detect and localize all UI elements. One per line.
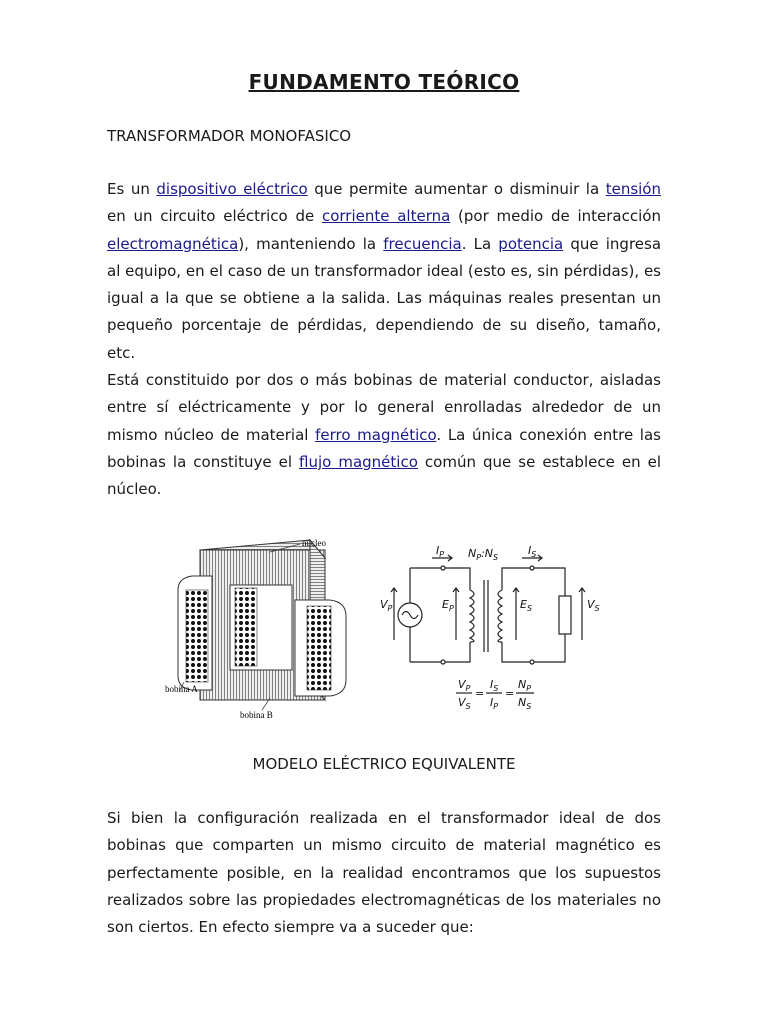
core-label: núcleo bbox=[302, 538, 326, 548]
eq-vp: $V_P$ bbox=[458, 678, 471, 693]
text-run: Está constituido por dos o más bobinas de material conductor, aisladas entre sí eléctricamente y por lo general enrolladas alrededor de un mismo núcleo de material bbox=[107, 371, 661, 444]
core-drawing bbox=[165, 538, 346, 720]
eq-ns: $N_S$ bbox=[518, 696, 532, 711]
secondary-terminal-bottom bbox=[530, 660, 534, 664]
eq-np: $N_P$ bbox=[518, 678, 532, 693]
link-dispositivo-electrico[interactable]: dispositivo eléctrico bbox=[156, 180, 308, 198]
eq-ip: $I_P$ bbox=[490, 696, 499, 711]
text-run: Es un bbox=[107, 180, 157, 198]
section-heading-model: MODELO ELÉCTRICO EQUIVALENTE bbox=[252, 755, 516, 773]
link-ferro-magnetico[interactable]: ferro magnético bbox=[315, 425, 437, 444]
eq-equals-1: = bbox=[475, 687, 485, 700]
ep-label: $E_P$ bbox=[442, 598, 454, 613]
text-run: ), manteniendo la bbox=[238, 234, 384, 253]
eq-is: $I_S$ bbox=[490, 678, 499, 693]
secondary-terminal-top bbox=[530, 566, 534, 570]
primary-top-wire bbox=[410, 568, 470, 590]
link-corriente-alterna[interactable]: corriente alterna bbox=[321, 207, 451, 226]
text-run: común que se establece en el núcleo. bbox=[107, 452, 661, 499]
coil-a-label: bobina A bbox=[165, 684, 198, 694]
coil-window-winding bbox=[235, 588, 257, 666]
text-run: en un circuito eléctrico de bbox=[107, 207, 322, 226]
primary-terminal-bottom bbox=[441, 660, 445, 664]
link-electromagnetica[interactable]: electromagnética bbox=[107, 234, 239, 253]
primary-terminal-top bbox=[441, 566, 445, 570]
model-paragraph-text: Si bien la configuración realizada en el transformador ideal de dos bobinas que comparten un mismo circuito de material magnético es perfectamente posible, en la realidad encontramos que los supuestos realizados sobre las propiedades electromagnéticas de los materiales no son ciertos. En efecto siempre va a suceder que: bbox=[107, 809, 661, 937]
turns-ratio-label: $N_P:N_S$ bbox=[468, 547, 499, 562]
page-title: FUNDAMENTO TEÓRICO bbox=[248, 70, 520, 94]
transformer-figure bbox=[160, 530, 600, 720]
intro-paragraph bbox=[107, 176, 661, 504]
text-run: (por medio de interacción bbox=[450, 207, 661, 226]
vs-label: $V_S$ bbox=[587, 598, 600, 613]
link-frecuencia[interactable]: frecuencia bbox=[383, 234, 462, 253]
is-label: $I_S$ bbox=[528, 544, 537, 559]
secondary-wire bbox=[502, 568, 565, 662]
vp-label: $V_P$ bbox=[380, 598, 393, 613]
load-resistor bbox=[559, 596, 571, 634]
link-tension[interactable]: tensión bbox=[605, 180, 661, 198]
primary-bottom-wire bbox=[410, 642, 470, 662]
eq-equals-2: = bbox=[505, 687, 515, 700]
text-run: que permite aumentar o disminuir la bbox=[307, 180, 606, 198]
text-run: que ingresa al equipo, en el caso de un transformador ideal (esto es, sin pérdidas), es igual a la que se obtiene a la salida. Las máquinas reales presentan un pequeño porcentaje de pérdidas, dependiendo de su diseño, tamaño, etc. bbox=[107, 234, 662, 362]
ip-label: $I_P$ bbox=[436, 544, 445, 559]
eq-vs: $V_S$ bbox=[458, 696, 471, 711]
text-run: . La bbox=[461, 234, 499, 253]
coil-b-label: bobina B bbox=[240, 710, 273, 720]
link-flujo-magnetico[interactable]: flujo magnético bbox=[299, 452, 418, 471]
link-potencia[interactable]: potencia bbox=[498, 234, 564, 253]
primary-coil bbox=[470, 590, 474, 642]
section-heading-transformer: TRANSFORMADOR MONOFASICO bbox=[107, 127, 352, 145]
es-label: $E_S$ bbox=[520, 598, 533, 613]
text-run: . La única conexión entre las bobinas la constituye el bbox=[107, 425, 661, 471]
model-paragraph bbox=[107, 805, 661, 941]
circuit-schematic bbox=[391, 555, 585, 693]
coil-b-winding bbox=[307, 606, 331, 690]
coil-a-winding bbox=[186, 590, 208, 682]
secondary-coil bbox=[498, 590, 502, 642]
